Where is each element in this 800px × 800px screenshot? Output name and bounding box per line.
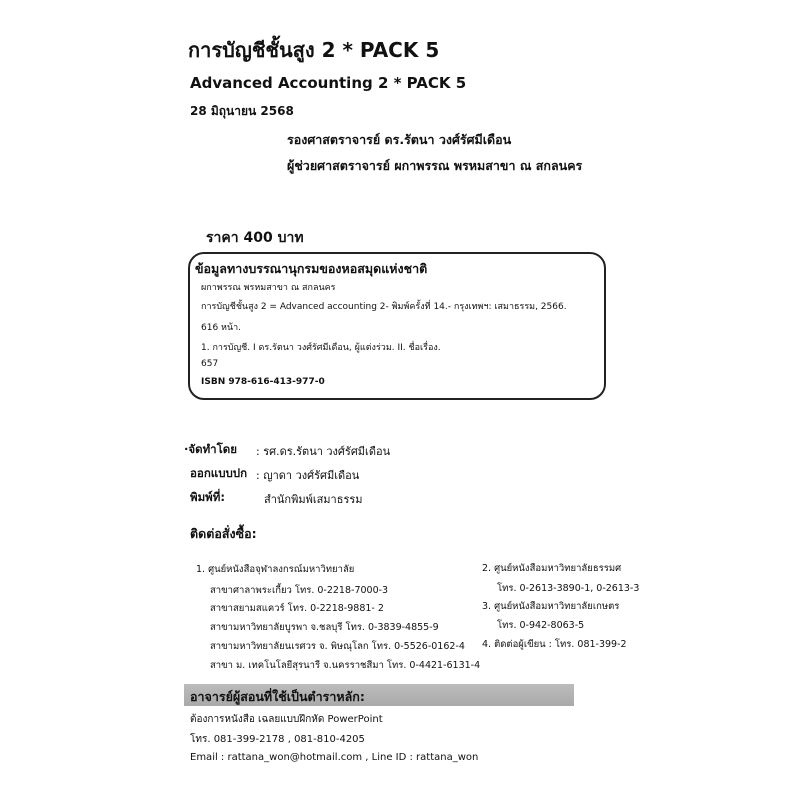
contact-left-line: สาขาสยามสแควร์ โทร. 0-2218-9881- 2 [210,603,384,614]
contact-right-line: โทร. 0-942-8063-5 [497,620,585,631]
credit-value-prepared-by: : รศ.ดร.รัตนา วงศ์รัศมีเดือน [256,445,391,458]
catalog-isbn: ISBN 978-616-413-977-0 [201,377,325,387]
instructor-email: Email : rattana_won@hotmail.com , Line ID : rattana_won [190,752,479,763]
contact-right-line: 2. ศูนย์หนังสือมหาวิทยาลัยธรรมศ [482,563,622,574]
credit-value-printed-at: สำนักพิมพ์เสมาธรรม [264,493,363,506]
author-2: ผู้ช่วยศาสตราจารย์ ผกาพรรณ พรหมสาขา ณ สกลนคร [287,158,583,173]
contact-right-line: 3. ศูนย์หนังสือมหาวิทยาลัยเกษตร [482,601,620,612]
publication-date: 28 มิถุนายน 2568 [190,104,294,118]
title-english: Advanced Accounting 2 * PACK 5 [190,74,467,92]
catalog-line: การบัญชีชั้นสูง 2 = Advanced accounting 2- พิมพ์ครั้งที่ 14.- กรุงเทพฯ: เสมาธรรม, 2566. [201,302,567,312]
contact-heading: ติดต่อสั่งซื้อ: [190,526,257,541]
contact-right-line: 4. ติดต่อผู้เขียน : โทร. 081-399-2 [482,639,627,650]
catalog-line: 1. การบัญชี. I ดร.รัตนา วงศ์รัศมีเดือน, ผู้แต่งร่วม. II. ชื่อเรื่อง. [201,343,441,353]
contact-left-line: สาขามหาวิทยาลัยนเรศวร จ. พิษณุโลก โทร. 0-5526-0162-4 [210,641,465,652]
contact-left-line: สาขามหาวิทยาลัยบูรพา จ.ชลบุรี โทร. 0-3839-4855-9 [210,622,439,633]
credit-label-cover-design: ออกแบบปก [190,466,248,480]
contact-left-line: สาขา ม. เทคโนโลยีสุรนารี จ.นครราชสีมา โทร. 0-4421-6131-4 [210,660,481,671]
credit-value-cover-design: : ญาดา วงศ์รัศมีเดือน [256,469,360,482]
credit-label-printed-at: พิมพ์ที่: [190,490,225,504]
catalog-line: ผกาพรรณ พรหมสาขา ณ สกลนคร [201,283,336,293]
catalog-line: 616 หน้า. [201,323,242,333]
instructor-phone: โทร. 081-399-2178 , 081-810-4205 [190,734,365,745]
credit-label-prepared-by: ·จัดทำโดย [184,442,237,456]
instructor-heading: อาจารย์ผู้สอนที่ใช้เป็นตำราหลัก: [190,689,365,704]
title-thai: การบัญชีชั้นสูง 2 * PACK 5 [188,38,440,62]
contact-right-line: โทร. 0-2613-3890-1, 0-2613-3 [497,583,640,594]
price: ราคา 400 บาท [206,230,304,246]
contact-left-line: สาขาศาลาพระเกี้ยว โทร. 0-2218-7000-3 [210,585,389,596]
catalog-line: 657 [201,359,219,369]
instructor-line: ต้องการหนังสือ เฉลยแบบฝึกหัด PowerPoint [190,714,383,725]
contact-left-line: 1. ศูนย์หนังสือจุฬาลงกรณ์มหาวิทยาลัย [196,564,355,575]
author-1: รองศาสตราจารย์ ดร.รัตนา วงศ์รัศมีเดือน [287,132,512,147]
catalog-title: ข้อมูลทางบรรณานุกรมของหอสมุดแห่งชาติ [195,261,428,276]
